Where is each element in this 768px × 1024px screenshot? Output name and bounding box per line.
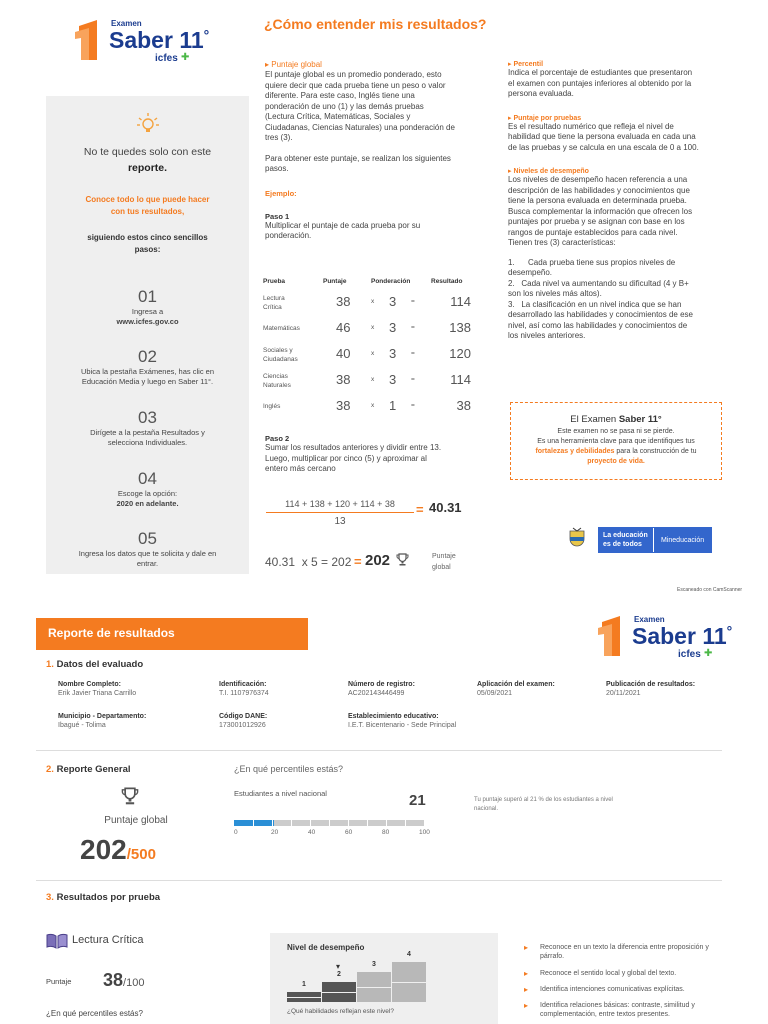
right-definitions bbox=[508, 60, 716, 342]
box-line-2: Es una herramienta clave para que identifiques tus bbox=[537, 438, 695, 445]
habilidades-question: ¿Qué habilidades reflejan este nivel? bbox=[287, 1008, 394, 1015]
th-puntaje: Puntaje bbox=[323, 278, 347, 285]
field-value: 20/11/2021 bbox=[606, 690, 641, 697]
section-3-title bbox=[46, 892, 160, 903]
puntaje-global-section bbox=[265, 60, 485, 242]
section-2-label: Reporte General bbox=[56, 764, 131, 775]
row-result: 138 bbox=[449, 320, 471, 335]
global-score-value: 202 bbox=[80, 834, 127, 865]
step-5 bbox=[46, 529, 249, 569]
niveles-line: puntajes por prueba y se asignan con base en los bbox=[508, 217, 685, 226]
puntaje-global-label: Puntaje global bbox=[104, 815, 168, 826]
step-2-num: 02 bbox=[138, 347, 157, 366]
ppp-line: Es el resultado numérico que refleja el nivel de bbox=[508, 121, 674, 131]
box-line-4: proyecto de vida. bbox=[587, 458, 645, 465]
gov-line-2: es de todos bbox=[603, 541, 642, 548]
row-result: 114 bbox=[450, 372, 471, 387]
char-line: nivel, así como las habilidades y conocimientos de bbox=[508, 320, 688, 330]
row-score: 38 bbox=[336, 294, 351, 309]
ppp-line: de las pruebas y se calcula en una escala de 0 a 100. bbox=[508, 142, 699, 152]
dark-text bbox=[46, 232, 249, 256]
char-line: 3. La clasificación en un nivel indica que se han bbox=[508, 299, 682, 309]
step-2-line-1: Ubica la pestaña Exámenes, has clic en bbox=[81, 367, 214, 376]
percentil-gap bbox=[405, 820, 406, 826]
percentil-gap bbox=[348, 820, 349, 826]
colombia-coat-icon bbox=[568, 527, 586, 549]
global-score-max: /500 bbox=[126, 846, 156, 863]
percentil-gap bbox=[272, 820, 273, 826]
th-prueba: Prueba bbox=[263, 278, 286, 285]
step-4-num: 04 bbox=[138, 469, 157, 488]
prueba-percentil-question: ¿En qué percentiles estás? bbox=[46, 1009, 143, 1018]
percentil-question: ¿En qué percentiles estás? bbox=[234, 764, 344, 774]
section-1-label: Datos del evaluado bbox=[56, 659, 144, 670]
level-label: 4 bbox=[407, 951, 411, 958]
ppp-heading: ▸ Puntaje por pruebas bbox=[508, 114, 582, 122]
field-dane bbox=[219, 713, 267, 729]
skill-line-1: Reconoce el sentido local y global del texto. bbox=[540, 970, 677, 977]
skill-line-1: Identifica relaciones básicas: contraste, similitud y bbox=[540, 1002, 695, 1009]
level-separator bbox=[287, 997, 321, 998]
current-level-marker-icon: ▾ bbox=[336, 962, 341, 971]
field-nombre bbox=[58, 681, 136, 697]
skill-text bbox=[540, 969, 754, 978]
row-result: 120 bbox=[449, 346, 471, 361]
percentil-bar-fill bbox=[234, 820, 274, 826]
level-label: 1 bbox=[302, 981, 306, 988]
field-label: Nombre Completo: bbox=[58, 681, 121, 688]
paso2-line: Sumar los resultados anteriores y dividir entre 13. bbox=[265, 443, 442, 452]
intro-text bbox=[46, 146, 249, 174]
fraction-bar bbox=[266, 512, 414, 513]
scanner-watermark: Escaneado con CamScanner bbox=[677, 587, 743, 593]
fraction-equals: = bbox=[416, 502, 424, 517]
field-registro bbox=[348, 681, 415, 697]
section-2-num: 2. bbox=[46, 764, 54, 775]
intro-line-2: reporte. bbox=[127, 162, 168, 174]
step-4 bbox=[46, 469, 249, 509]
field-value: Erik Javier Triana Carrillo bbox=[58, 690, 137, 697]
paso1-line: Multiplicar el puntaje de cada prueba por su bbox=[265, 220, 421, 230]
saber11-logo-2 bbox=[598, 612, 738, 670]
percentil-line: el examen con puntajes inferiores al obtenido por la bbox=[508, 78, 692, 88]
table-row-label bbox=[263, 402, 280, 411]
pg-line: (Lectura Crítica, Matemáticas, Sociales y bbox=[265, 112, 411, 121]
step-5-line-1: Ingresa los datos que te solicita y dale en bbox=[78, 549, 217, 558]
step-1-line-2: www.icfes.gov.co bbox=[116, 317, 179, 326]
intro-line-1: No te quedes solo con este bbox=[83, 146, 212, 158]
char-line: los niveles anteriores. bbox=[508, 331, 586, 340]
step-4-line-1: Escoge la opción: bbox=[117, 489, 178, 498]
book-icon bbox=[46, 933, 68, 954]
field-label: Código DANE: bbox=[219, 713, 268, 720]
nacional-note-1: Tu puntaje superó al 21 % de los estudiantes a nivel bbox=[474, 797, 613, 803]
logo-saber bbox=[109, 27, 209, 54]
section-3-num: 3. bbox=[46, 892, 54, 903]
skill-arrow-icon: ▸ bbox=[524, 943, 529, 952]
paso1-label: Paso 1 bbox=[265, 211, 290, 221]
step-5-line-2: entrar. bbox=[136, 559, 159, 568]
examen-info-content bbox=[510, 414, 722, 465]
table-row-label bbox=[263, 346, 298, 364]
field-value: I.E.T. Bicentenario - Sede Principal bbox=[348, 722, 457, 729]
box-line-3: para la construcción de tu bbox=[614, 448, 697, 455]
field-aplicacion bbox=[477, 681, 555, 697]
report-banner-title: Reporte de resultados bbox=[48, 626, 175, 640]
orange-text bbox=[46, 194, 249, 218]
logo2-saber bbox=[632, 623, 732, 650]
niveles-line: Los niveles de desempeño hacen referencia a una bbox=[508, 175, 688, 184]
percentil-gap bbox=[253, 820, 254, 826]
step-1 bbox=[46, 287, 249, 327]
nivel-levels bbox=[287, 950, 427, 1002]
percentil-scale-label: 0 bbox=[234, 829, 238, 836]
pg-line: tres (3). bbox=[265, 133, 293, 142]
puntaje-global-text bbox=[265, 70, 485, 144]
nacional-note-2: nacional. bbox=[474, 806, 499, 812]
percentil-scale bbox=[234, 829, 430, 839]
nacional-value: 21 bbox=[409, 792, 426, 809]
step-5-num: 05 bbox=[138, 529, 157, 548]
percentil-gap bbox=[329, 820, 330, 826]
prueba-score-value: 38 bbox=[103, 970, 124, 990]
final-label-2: global bbox=[432, 564, 451, 571]
paso1-line: ponderación. bbox=[265, 231, 312, 240]
skill-text bbox=[540, 1001, 754, 1019]
box-line-1: Este examen no se pasa ni se pierde. bbox=[557, 428, 675, 435]
field-value: 05/09/2021 bbox=[477, 690, 513, 697]
section-1-title bbox=[46, 659, 143, 670]
section-3-label: Resultados por prueba bbox=[56, 892, 161, 903]
step-3-num: 03 bbox=[138, 408, 157, 427]
step-3 bbox=[46, 408, 249, 448]
field-value: 173001012926 bbox=[219, 722, 266, 729]
field-establecimiento bbox=[348, 713, 456, 729]
logo2-degree: ° bbox=[726, 623, 733, 639]
logo2-examen: Examen bbox=[634, 615, 665, 624]
percentil-heading: ▸ Percentil bbox=[508, 61, 544, 68]
gov-slogan bbox=[603, 531, 648, 549]
pg-line: Ciudadanas, Ciencias Naturales) una ponderación de bbox=[265, 122, 455, 132]
percentil-line: persona evaluada. bbox=[508, 89, 574, 98]
paso2-section bbox=[265, 434, 485, 475]
level-separator bbox=[392, 982, 426, 983]
skill-line-1: Reconoce en un texto la diferencia entre proposición y bbox=[540, 944, 709, 951]
final-result: 202 bbox=[365, 552, 391, 569]
row-equals: = bbox=[411, 324, 415, 331]
char-line: 1. Cada prueba tiene sus propios niveles de bbox=[508, 257, 676, 267]
row-label-1: Matemáticas bbox=[263, 325, 300, 332]
box-title-pre: El Examen bbox=[570, 414, 619, 425]
nacional-note bbox=[474, 796, 613, 814]
gov-divider bbox=[653, 528, 654, 552]
char-line: son los niveles más altos). bbox=[508, 289, 602, 298]
row-times: x bbox=[371, 350, 375, 357]
level-label: 2 bbox=[337, 971, 341, 978]
field-publicacion bbox=[606, 681, 695, 697]
pg2-line: pasos. bbox=[265, 164, 289, 173]
divider-2 bbox=[36, 880, 722, 881]
field-identificacion bbox=[219, 681, 269, 697]
saber11-logo bbox=[75, 16, 215, 74]
logo-degree: ° bbox=[203, 27, 210, 43]
row-times: x bbox=[371, 376, 375, 383]
icfes-star-icon-2: ✚ bbox=[704, 648, 713, 659]
niveles-line: Busca complementar la información que ofrecen los bbox=[508, 206, 693, 216]
skill-text bbox=[540, 985, 754, 994]
table-row-label bbox=[263, 372, 291, 390]
fraction-result: 40.31 bbox=[429, 500, 462, 515]
field-value: T.I. 1107976374 bbox=[219, 690, 269, 697]
row-label-2: Ciudadanas bbox=[263, 356, 298, 363]
orange-line-1: Conoce todo lo que puede hacer bbox=[85, 195, 210, 204]
pg-text-2 bbox=[265, 154, 485, 175]
ejemplo-label: Ejemplo: bbox=[265, 188, 297, 198]
row-label-1: Inglés bbox=[263, 403, 281, 410]
skill-item bbox=[524, 943, 754, 961]
saber11-emblem-icon-2 bbox=[598, 616, 628, 656]
row-result: 38 bbox=[456, 398, 471, 413]
percentil-gap bbox=[310, 820, 311, 826]
section-1-num: 1. bbox=[46, 659, 54, 670]
nivel-title: Nivel de desempeño bbox=[287, 943, 365, 952]
icfes-star-icon: ✚ bbox=[181, 52, 190, 63]
box-title-bold: Saber 11° bbox=[618, 414, 662, 425]
row-times: x bbox=[371, 324, 375, 331]
percentil-scale-label: 60 bbox=[345, 829, 353, 836]
row-times: x bbox=[371, 298, 375, 305]
row-label-2: Naturales bbox=[263, 382, 291, 389]
lightbulb-icon bbox=[137, 112, 159, 136]
row-label-1: Lectura bbox=[263, 295, 285, 302]
row-equals: = bbox=[411, 298, 415, 305]
trophy-icon bbox=[396, 553, 409, 571]
field-label: Publicación de resultados: bbox=[606, 681, 696, 688]
final-label-1: Puntaje bbox=[432, 553, 456, 560]
row-equals: = bbox=[411, 402, 415, 409]
logo2-saber-text: Saber 11 bbox=[632, 623, 727, 649]
step-2-line-2: Educación Media y luego en Saber 11°. bbox=[81, 377, 214, 386]
pg-line: quiere decir que cada prueba tiene un peso o valor bbox=[265, 80, 446, 90]
paso2-line: Luego, multiplicar por cinco (5) y aproximar al bbox=[265, 453, 427, 463]
level-label: 3 bbox=[372, 961, 376, 968]
skill-line-2: párrafo. bbox=[540, 953, 565, 960]
step-2 bbox=[46, 347, 249, 387]
row-weight: 3 bbox=[389, 372, 397, 387]
row-label-1: Sociales y bbox=[263, 347, 293, 354]
field-value: AC202143446499 bbox=[348, 690, 405, 697]
row-times: x bbox=[371, 402, 375, 409]
niveles-line: rangos de puntaje establecidos para cada nivel. bbox=[508, 227, 678, 237]
step-3-line-2: selecciona Individuales. bbox=[107, 438, 188, 447]
step-3-line-1: Dirígete a la pestaña Resultados y bbox=[90, 428, 205, 437]
table-row-label bbox=[263, 324, 300, 333]
logo-examen: Examen bbox=[111, 19, 142, 28]
pg2-line: Para obtener este puntaje, se realizan los siguientes bbox=[265, 153, 451, 163]
level-separator bbox=[322, 992, 356, 993]
prueba-name: Lectura Crítica bbox=[72, 934, 144, 946]
row-weight: 1 bbox=[389, 398, 397, 413]
skill-line-1: Identifica intenciones comunicativas explícitas. bbox=[540, 986, 685, 993]
th-resultado: Resultado bbox=[431, 278, 463, 285]
logo-icfes: icfes bbox=[155, 53, 178, 64]
final-calc: 40.31 x 5 = 202 bbox=[265, 555, 352, 569]
section-2-title bbox=[46, 764, 131, 775]
field-label: Número de registro: bbox=[348, 681, 415, 688]
percentil-scale-label: 40 bbox=[308, 829, 316, 836]
nacional-label: Estudiantes a nivel nacional bbox=[234, 789, 327, 798]
prueba-score bbox=[103, 970, 144, 991]
level-separator bbox=[357, 987, 391, 988]
skill-arrow-icon: ▸ bbox=[524, 969, 529, 978]
step-1-line-1: Ingresa a bbox=[131, 307, 164, 316]
pg-line: diferente. Para este caso, Inglés tiene una bbox=[265, 91, 415, 100]
skill-line-2: complementación, entre textos presentes. bbox=[540, 1011, 670, 1018]
box-line-3-bold: fortalezas y debilidades bbox=[535, 448, 615, 455]
percentil-scale-label: 100 bbox=[419, 829, 430, 836]
row-label-1: Ciencias bbox=[263, 373, 288, 380]
prueba-puntaje-label: Puntaje bbox=[46, 977, 72, 986]
fraction-denominator: 13 bbox=[334, 516, 346, 527]
ppp-line: habilidad que tiene la persona evaluada en cada una bbox=[508, 132, 696, 141]
skill-arrow-icon: ▸ bbox=[524, 985, 529, 994]
niveles-line: tiene la persona evaluada en determinada prueba. bbox=[508, 196, 687, 205]
puntaje-global-heading: ▸ Puntaje global bbox=[265, 60, 322, 69]
field-label: Identificación: bbox=[219, 681, 267, 688]
niveles-line: Tienen tres (3) características: bbox=[508, 238, 616, 247]
pg-line: El puntaje global es un promedio ponderado, esto bbox=[265, 70, 442, 79]
skill-item bbox=[524, 969, 754, 978]
row-score: 46 bbox=[336, 320, 351, 335]
pg-line: ponderación de uno (1) y las demás pruebas bbox=[265, 101, 424, 111]
field-municipio bbox=[58, 713, 146, 729]
skill-item bbox=[524, 1001, 754, 1019]
logo-saber-text: Saber 11 bbox=[109, 27, 204, 53]
prueba-score-max: /100 bbox=[123, 977, 145, 989]
dark-line-1: siguiendo estos cinco sencillos bbox=[87, 233, 208, 242]
field-value: Ibagué - Tolima bbox=[58, 722, 106, 729]
row-weight: 3 bbox=[389, 294, 397, 309]
row-score: 38 bbox=[336, 398, 351, 413]
divider-1 bbox=[36, 750, 722, 751]
field-label: Establecimiento educativo: bbox=[348, 713, 439, 720]
gov-mineducacion: Mineducación bbox=[661, 537, 705, 544]
orange-line-2: con tus resultados, bbox=[110, 207, 185, 216]
logo2-icfes: icfes bbox=[678, 649, 701, 660]
field-label: Aplicación del examen: bbox=[477, 681, 555, 688]
row-weight: 3 bbox=[389, 346, 397, 361]
percentil-scale-label: 20 bbox=[271, 829, 279, 836]
skill-arrow-icon: ▸ bbox=[524, 1001, 529, 1010]
niveles-heading: ▸ Niveles de desempeño bbox=[508, 168, 589, 175]
percentil-gap bbox=[386, 820, 387, 826]
percentil-gap bbox=[367, 820, 368, 826]
final-equals: = bbox=[354, 554, 362, 569]
table-row-label bbox=[263, 294, 285, 312]
char-line: desarrollado las habilidades y conocimientos de ese bbox=[508, 310, 693, 319]
th-ponderacion: Ponderación bbox=[371, 278, 411, 285]
row-score: 40 bbox=[336, 346, 351, 361]
skill-item bbox=[524, 985, 754, 994]
char-line: 2. Cada nivel va aumentando su dificultad (4 y B+ bbox=[508, 278, 689, 288]
step-4-line-2: 2020 en adelante. bbox=[116, 499, 179, 508]
row-equals: = bbox=[411, 376, 415, 383]
global-score bbox=[80, 834, 156, 866]
page-title: ¿Cómo entender mis resultados? bbox=[264, 16, 487, 32]
row-result: 114 bbox=[450, 294, 471, 309]
niveles-line: descripción de las habilidades y conocimientos que bbox=[508, 185, 690, 195]
step-1-num: 01 bbox=[138, 287, 157, 306]
row-weight: 3 bbox=[389, 320, 397, 335]
paso2-line: entero más cercano bbox=[265, 464, 336, 473]
paso2-label: Paso 2 bbox=[265, 434, 290, 443]
row-label-2: Crítica bbox=[263, 304, 282, 311]
gov-line-1: La educación bbox=[603, 532, 648, 539]
final-label bbox=[432, 551, 456, 573]
field-label: Municipio - Departamento: bbox=[58, 713, 147, 720]
percentil-line: Indica el porcentaje de estudiantes que presentaron bbox=[508, 68, 693, 77]
fraction-numerator: 114 + 138 + 120 + 114 + 38 bbox=[285, 499, 395, 509]
trophy-icon-2 bbox=[121, 787, 139, 810]
saber11-emblem-icon bbox=[75, 20, 105, 60]
dark-line-2: pasos: bbox=[134, 245, 161, 254]
percentil-scale-label: 80 bbox=[382, 829, 390, 836]
char-line: desempeño. bbox=[508, 268, 553, 277]
percentil-gap bbox=[291, 820, 292, 826]
row-score: 38 bbox=[336, 372, 351, 387]
row-equals: = bbox=[411, 350, 415, 357]
skill-text bbox=[540, 943, 754, 961]
